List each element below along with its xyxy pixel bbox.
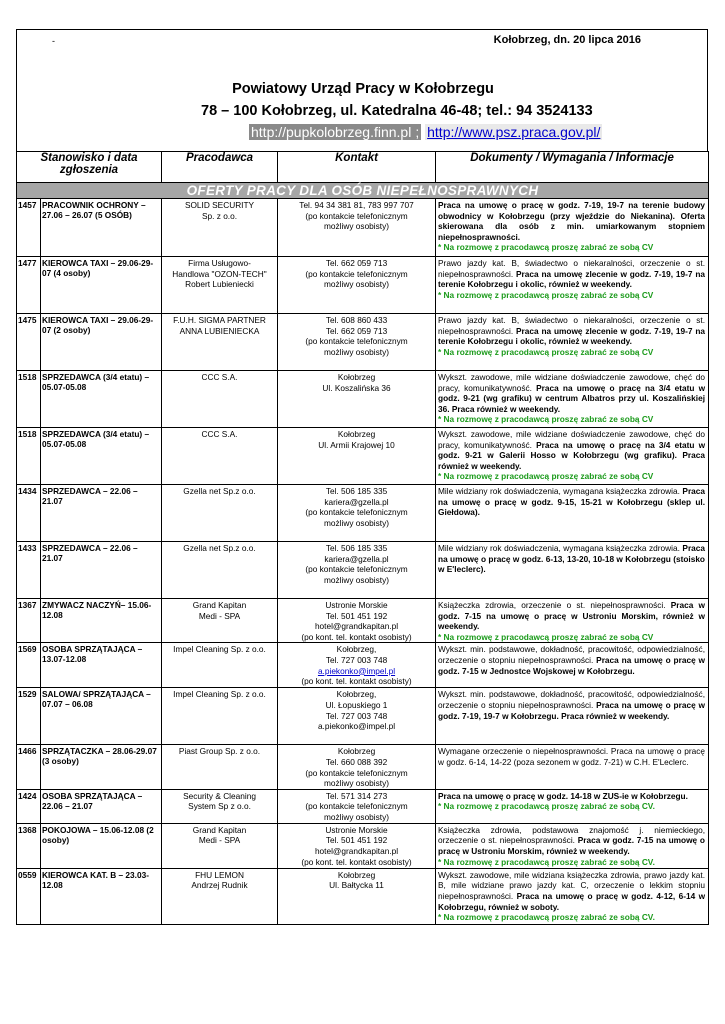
requirements-text: Wykszt. min. podstawowe, dokładność, pracowitość, odpowiedzialność, orzeczenie o stopniu niepełnosprawności. <box>438 644 706 665</box>
contact-line: możliwy osobisty) <box>324 574 390 585</box>
cv-note: * Na rozmowę z pracodawcą proszę zabrać ze sobą CV. <box>438 912 655 923</box>
contact-line: możliwy osobisty) <box>324 517 390 528</box>
contact-line: Kołobrzeg, <box>336 689 377 700</box>
contact-email-link[interactable]: a.piekonko@impel.pl <box>317 665 396 676</box>
contact-line: a.piekonko@impel.pl <box>317 721 396 732</box>
work-conditions-text: Praca na umowę o pracę w godz. 14-18 w ZUS-ie w Kołobrzegu. <box>438 790 688 801</box>
cv-note: * Na rozmowę z pracodawcą proszę zabrać ze sobą CV <box>438 471 654 482</box>
requirements-text: Prawo jazdy kat. B, świadectwo o niekaralności, orzeczenie o st. niepełnosprawności. <box>438 258 706 279</box>
office-name: Powiatowy Urząd Pracy w Kołobrzegu <box>232 81 494 97</box>
employer-line: Handlowa "OZON-TECH" <box>172 268 267 279</box>
offer-contact <box>278 371 436 428</box>
section-banner: OFERTY PRACY DLA OSÓB NIEPEŁNOSPRAWNYCH <box>17 183 709 199</box>
contact-line: kariera@gzella.pl <box>324 496 389 507</box>
employer-line: CCC S.A. <box>201 372 238 382</box>
offer-number: 1368 <box>17 823 41 868</box>
offer-employer <box>162 428 278 485</box>
column-header-documents: Dokumenty / Wymagania / Informacje <box>436 152 709 183</box>
cv-note: * Na rozmowę z pracodawcą proszę zabrać ze sobą CV <box>438 242 654 253</box>
employer-line: Firma Usługowo- <box>188 258 251 268</box>
offer-details <box>436 314 709 371</box>
contact-line: hotel@grandkapitan.pl <box>314 621 399 632</box>
contact-line: (po kontakcie telefonicznym <box>305 507 408 518</box>
offer-details <box>436 599 709 643</box>
contact-line: Ul. Łopuskiego 1 <box>325 699 388 710</box>
banner-row <box>17 183 709 199</box>
offer-contact <box>278 199 436 257</box>
offer-number: 1434 <box>17 485 41 542</box>
contact-line: Tel. 660 088 392 <box>325 756 388 767</box>
offer-employer <box>162 599 278 643</box>
table-row <box>17 745 709 789</box>
table-row <box>17 643 709 688</box>
employer-line: Grand Kapitan <box>192 824 247 835</box>
cv-note: * Na rozmowę z pracodawcą proszę zabrać ze sobą CV. <box>438 801 655 812</box>
offer-details <box>436 688 709 745</box>
offer-contact <box>278 823 436 868</box>
offer-number: 1518 <box>17 428 41 485</box>
contact-line: Tel. 506 185 335 <box>325 486 388 496</box>
employer-line: Impel Cleaning Sp. z o.o. <box>173 644 266 655</box>
work-conditions-text: Praca na umowę o pracę na 3/4 etatu w godz. 9-21 (wg grafiku) w centrum Albatros przy ul. Koszalińskiej 36. Praca również w weekendy. <box>438 382 706 414</box>
offer-contact <box>278 789 436 823</box>
table-row <box>17 789 709 823</box>
requirements-text: Wykszt. zawodowe, mile widziana książeczka zdrowia, prawo jazdy kat. B, mile widziane prawo jazdy kat. C, orzeczenie o lekkim stopniu niepełnosprawności. <box>438 869 706 901</box>
offer-position: KIEROWCA KAT. B – 23.03-12.08 <box>41 868 162 924</box>
offer-employer <box>162 868 278 924</box>
employer-line: Piast Group Sp. z o.o. <box>178 746 261 757</box>
offer-position: SPRZEDAWCA (3/4 etatu) – 05.07-05.08 <box>41 371 162 428</box>
offer-employer <box>162 643 278 688</box>
work-conditions-text: Praca na umowę o pracę w godz. 6-13, 13-20, 10-18 w Kołobrzegu (stoisko w E'leclerc). <box>438 543 706 575</box>
table-row <box>17 371 709 428</box>
offer-contact <box>278 868 436 924</box>
employer-line: Medi - SPA <box>198 610 241 621</box>
employer-line: SOLID SECURITY <box>184 200 255 210</box>
offer-contact <box>278 643 436 688</box>
table-row <box>17 599 709 643</box>
table-row <box>17 199 709 257</box>
offer-position: SPRZEDAWCA – 22.06 – 21.07 <box>41 542 162 599</box>
employer-line: Impel Cleaning Sp. z o.o. <box>173 689 266 700</box>
offer-number: 1518 <box>17 371 41 428</box>
contact-line: Kołobrzeg <box>337 429 376 439</box>
table-row <box>17 428 709 485</box>
offer-number: 1433 <box>17 542 41 599</box>
contact-line: (po kont. tel. kontakt osobisty) <box>301 856 412 867</box>
work-conditions-text: Praca na umowę o pracę na 3/4 etatu w godz. 9-21 w Galerii Hosso w Kołobrzegu (wg grafiku). Praca również w weekendy. <box>438 439 706 471</box>
contact-line: Tel. 727 003 748 <box>325 654 388 665</box>
offer-position: OSOBA SPRZĄTAJĄCA – 22.06 – 21.07 <box>41 789 162 823</box>
offer-requirements <box>438 791 705 802</box>
offer-requirements <box>438 689 705 721</box>
offer-details <box>436 485 709 542</box>
contact-line: możliwy osobisty) <box>324 346 390 357</box>
work-conditions-text: Praca na umowę o pracę w godz. 9-15, 15-21 w Kołobrzegu (sklep ul. Giełdowa). <box>438 486 706 518</box>
contact-line: Tel. 506 185 335 <box>325 543 388 553</box>
contact-line: (po kont. tel. kontakt osobisty) <box>301 676 412 687</box>
employer-line: Gzella net Sp.z o.o. <box>183 486 256 496</box>
requirements-text: Wykszt. min. podstawowe, dokładność, pracowitość, odpowiedzialność, orzeczenie o stopniu niepełnosprawności. <box>438 689 706 710</box>
offer-number: 1457 <box>17 199 41 257</box>
offer-number: 1424 <box>17 789 41 823</box>
table-row <box>17 314 709 371</box>
work-conditions-text: Praca na umowę o pracę w godz. 4-12, 6-14 w Kołobrzegu, również w soboty. <box>438 890 706 912</box>
offer-position: POKOJOWA – 15.06-12.08 (2 osoby) <box>41 823 162 868</box>
contact-line: (po kontakcie telefonicznym <box>305 268 408 279</box>
offer-requirements <box>438 315 705 347</box>
table-row <box>17 688 709 745</box>
employer-line: ANNA LUBIENIECKA <box>179 325 260 336</box>
offer-details <box>436 428 709 485</box>
offer-details <box>436 868 709 924</box>
employer-line: Andrzej Rudnik <box>191 880 248 891</box>
contact-line: Ustronie Morskie <box>325 600 388 610</box>
requirements-text: Książeczka zdrowia, orzeczenie o st. niepełnosprawności. <box>438 600 671 610</box>
employer-line: CCC S.A. <box>201 429 238 439</box>
offer-employer <box>162 314 278 371</box>
offer-requirements <box>438 372 705 414</box>
offer-contact <box>278 314 436 371</box>
employer-line: Sp. z o.o. <box>201 210 238 221</box>
offer-number: 1475 <box>17 314 41 371</box>
table-header-row <box>17 152 709 183</box>
work-conditions-text: Praca na umowę zlecenie w godz. 7-19, 19-7 na terenie Kołobrzegu i okolic, również w weekendy. <box>438 268 706 290</box>
offer-number: 1367 <box>17 599 41 643</box>
offer-number: 1477 <box>17 257 41 314</box>
employer-line: Security & Cleaning <box>183 790 256 801</box>
column-header-employer: Pracodawca <box>162 152 278 183</box>
link-separator: ; <box>415 124 420 140</box>
offer-employer <box>162 485 278 542</box>
table-row <box>17 823 709 868</box>
offer-employer <box>162 823 278 868</box>
contact-line: (po kontakcie telefonicznym <box>305 801 408 812</box>
contact-line: (po kontakcie telefonicznym <box>305 564 408 575</box>
work-conditions-text: Praca na umowę o pracę w godz. 7-19, 19-7 na terenie budowy obwodnicy w Kołobrzegu (przy wjeździe do Niekanina). Oferta skierowana dla osób z min. umiarkowanym stopniem niepełnosprawności. <box>438 200 706 242</box>
contact-line: kariera@gzella.pl <box>324 553 389 564</box>
offer-requirements <box>438 870 705 912</box>
work-conditions-text: Praca na umowę o pracę w godz. 7-15 w Jednostce Wojskowej w Kołobrzegu. <box>438 654 706 676</box>
offer-contact <box>278 542 436 599</box>
offer-contact <box>278 745 436 789</box>
contact-line: Tel. 727 003 748 <box>325 710 388 721</box>
offer-number: 0559 <box>17 868 41 924</box>
contact-line: Kołobrzeg, <box>336 644 377 655</box>
offer-details <box>436 257 709 314</box>
offer-position: KIEROWCA TAXI – 29.06-29-07 (4 osoby) <box>41 257 162 314</box>
contact-line: możliwy osobisty) <box>324 778 390 789</box>
column-header-position: Stanowisko i data zgłoszenia <box>17 152 162 183</box>
offer-number: 1529 <box>17 688 41 745</box>
contact-line: Ul. Armii Krajowej 10 <box>318 439 395 450</box>
offer-requirements <box>438 543 705 575</box>
requirements-text: Mile widziany rok doświadczenia, wymagana książeczka zdrowia. <box>438 543 683 553</box>
offer-position: SALOWA/ SPRZĄTAJĄCA – 07.07 – 06.08 <box>41 688 162 745</box>
offer-details <box>436 823 709 868</box>
table-row <box>17 485 709 542</box>
contact-line: Tel. 608 860 433 <box>325 315 388 325</box>
offer-requirements <box>438 486 705 518</box>
contact-line: Tel. 571 314 273 <box>325 790 388 801</box>
offer-details <box>436 371 709 428</box>
offer-requirements <box>438 825 705 857</box>
offer-requirements <box>438 600 705 632</box>
contact-line: Kołobrzeg <box>337 746 376 757</box>
contact-line: możliwy osobisty) <box>324 221 390 232</box>
offer-requirements <box>438 258 705 290</box>
document-header <box>16 29 708 151</box>
work-conditions-text: Praca na umowę zlecenie w godz. 7-19, 19-7 na terenie Kołobrzegu i okolic, również w weekendy. <box>438 325 706 347</box>
contact-line: możliwy osobisty) <box>324 811 390 822</box>
link-pup-kolobrzeg[interactable]: http://pupkolobrzeg.finn.pl <box>251 124 412 140</box>
employer-line: FHU LEMON <box>195 869 244 880</box>
offer-position: SPRZĄTACZKA – 28.06-29.07 (3 osoby) <box>41 745 162 789</box>
contact-line: Ul. Bałtycka 11 <box>329 880 384 891</box>
column-header-contact: Kontakt <box>278 152 436 183</box>
contact-line: (po kontakcie telefonicznym <box>305 336 408 347</box>
contact-line: możliwy osobisty) <box>324 279 390 290</box>
requirements-text: Wymagane orzeczenie o niepełnosprawności. Praca na umowę o pracę w godz. 6-14, 14-22 (poza sezonem w godz. 7-21) w C.H. E'Leclerc. <box>438 746 706 767</box>
cv-note: * Na rozmowę z pracodawcą proszę zabrać ze sobą CV <box>438 346 654 357</box>
employer-line: Medi - SPA <box>198 835 241 846</box>
link-psz-praca[interactable]: http://www.psz.praca.gov.pl/ <box>427 124 601 140</box>
offer-position: ZMYWACZ NACZYŃ– 15.06-12.08 <box>41 599 162 643</box>
table-row <box>17 542 709 599</box>
employer-line: Grand Kapitan <box>192 600 247 610</box>
employer-line: System Sp z o.o. <box>188 801 251 812</box>
cv-note: * Na rozmowę z pracodawcą proszę zabrać ze sobą CV <box>438 631 654 642</box>
offer-position: OSOBA SPRZĄTAJĄCA – 13.07-12.08 <box>41 643 162 688</box>
contact-line: (po kontakcie telefonicznym <box>305 210 408 221</box>
offer-employer <box>162 257 278 314</box>
requirements-text: Prawo jazdy kat. B, świadectwo o niekaralności, orzeczenie o st. niepełnosprawności. <box>438 315 706 336</box>
offer-employer <box>162 688 278 745</box>
requirements-text: Książeczka zdrowia, podstawowa znajomość j. niemieckiego, orzeczenie o st. niepełnosprawności. <box>438 824 706 846</box>
offer-position: PRACOWNIK OCHRONY – 27.06 – 26.07 (5 OSÓB) <box>41 199 162 257</box>
work-conditions-text: Praca na umowę o pracę w godz. 7-19, 19-7 w Kołobrzegu. Praca również w weekendy. <box>438 699 706 721</box>
offer-number: 1466 <box>17 745 41 789</box>
requirements-text: Mile widziany rok doświadczenia, wymagana książeczka zdrowia. <box>438 486 683 496</box>
requirements-text: Wykszt. zawodowe, mile widziane doświadczenie zawodowe, chęć do pracy, komunikatywność. <box>438 429 706 450</box>
cv-note: * Na rozmowę z pracodawcą proszę zabrać ze sobą CV <box>438 289 654 300</box>
contact-line: Tel. 662 059 713 <box>325 325 388 336</box>
offer-contact <box>278 428 436 485</box>
offer-requirements <box>438 200 705 242</box>
contact-line: Tel. 662 059 713 <box>325 258 388 268</box>
job-offers-table <box>16 151 709 925</box>
offer-contact <box>278 599 436 643</box>
offer-requirements <box>438 644 705 676</box>
offer-position: KIEROWCA TAXI – 29.06-29-07 (2 osoby) <box>41 314 162 371</box>
offer-requirements <box>438 746 705 767</box>
offer-employer <box>162 199 278 257</box>
contact-line: Tel. 501 451 192 <box>325 610 388 621</box>
work-conditions-text: Praca w godz. 7-15 na umowę o pracę w Ustroniu Morskim, również w weekendy. <box>438 835 705 856</box>
offer-details <box>436 542 709 599</box>
offer-details <box>436 789 709 823</box>
office-address: 78 – 100 Kołobrzeg, ul. Katedralna 46-48; tel.: 94 3524133 <box>201 103 593 119</box>
contact-line: Ustronie Morskie <box>325 824 388 835</box>
offer-position: SPRZEDAWCA – 22.06 – 21.07 <box>41 485 162 542</box>
contact-line: Kołobrzeg <box>337 869 376 880</box>
contact-line: Kołobrzeg <box>337 372 376 382</box>
offer-contact <box>278 688 436 745</box>
contact-line: hotel@grandkapitan.pl <box>314 845 399 856</box>
offer-employer <box>162 542 278 599</box>
header-links <box>249 124 602 140</box>
offer-contact <box>278 485 436 542</box>
offer-number: 1569 <box>17 643 41 688</box>
requirements-text: Wykszt. zawodowe, mile widziane doświadczenie zawodowe, chęć do pracy, komunikatywność. <box>438 372 706 393</box>
offer-employer <box>162 371 278 428</box>
offer-details <box>436 745 709 789</box>
employer-line: Robert Lubieniecki <box>185 279 254 290</box>
table-row <box>17 868 709 924</box>
offer-employer <box>162 789 278 823</box>
offer-details <box>436 643 709 688</box>
contact-line: Tel. 501 451 192 <box>325 835 388 846</box>
contact-line: Ul. Koszalińska 36 <box>322 382 391 393</box>
contact-line: (po kontakcie telefonicznym <box>305 767 408 778</box>
offer-employer <box>162 745 278 789</box>
offer-requirements <box>438 429 705 471</box>
document-page <box>16 29 708 925</box>
offer-details <box>436 199 709 257</box>
document-date: Kołobrzeg, dn. 20 lipca 2016 <box>493 34 641 46</box>
offer-position: SPRZEDAWCA (3/4 etatu) – 05.07-05.08 <box>41 428 162 485</box>
employer-line: F.U.H. SIGMA PARTNER <box>173 315 266 325</box>
cv-note: * Na rozmowę z pracodawcą proszę zabrać ze sobą CV <box>438 414 654 425</box>
contact-line: (po kont. tel. kontakt osobisty) <box>301 631 412 642</box>
table-row <box>17 257 709 314</box>
offers-body <box>17 199 709 925</box>
employer-line: Gzella net Sp.z o.o. <box>183 543 256 553</box>
header-dash: - <box>52 36 55 46</box>
contact-line: Tel. 94 34 381 81, 783 997 707 <box>299 200 414 210</box>
work-conditions-text: Praca w godz. 7-15 na umowę o pracę w Ustroniu Morskim, również w weekendy. <box>438 600 706 632</box>
offer-contact <box>278 257 436 314</box>
cv-note: * Na rozmowę z pracodawcą proszę zabrać ze sobą CV. <box>438 856 655 867</box>
